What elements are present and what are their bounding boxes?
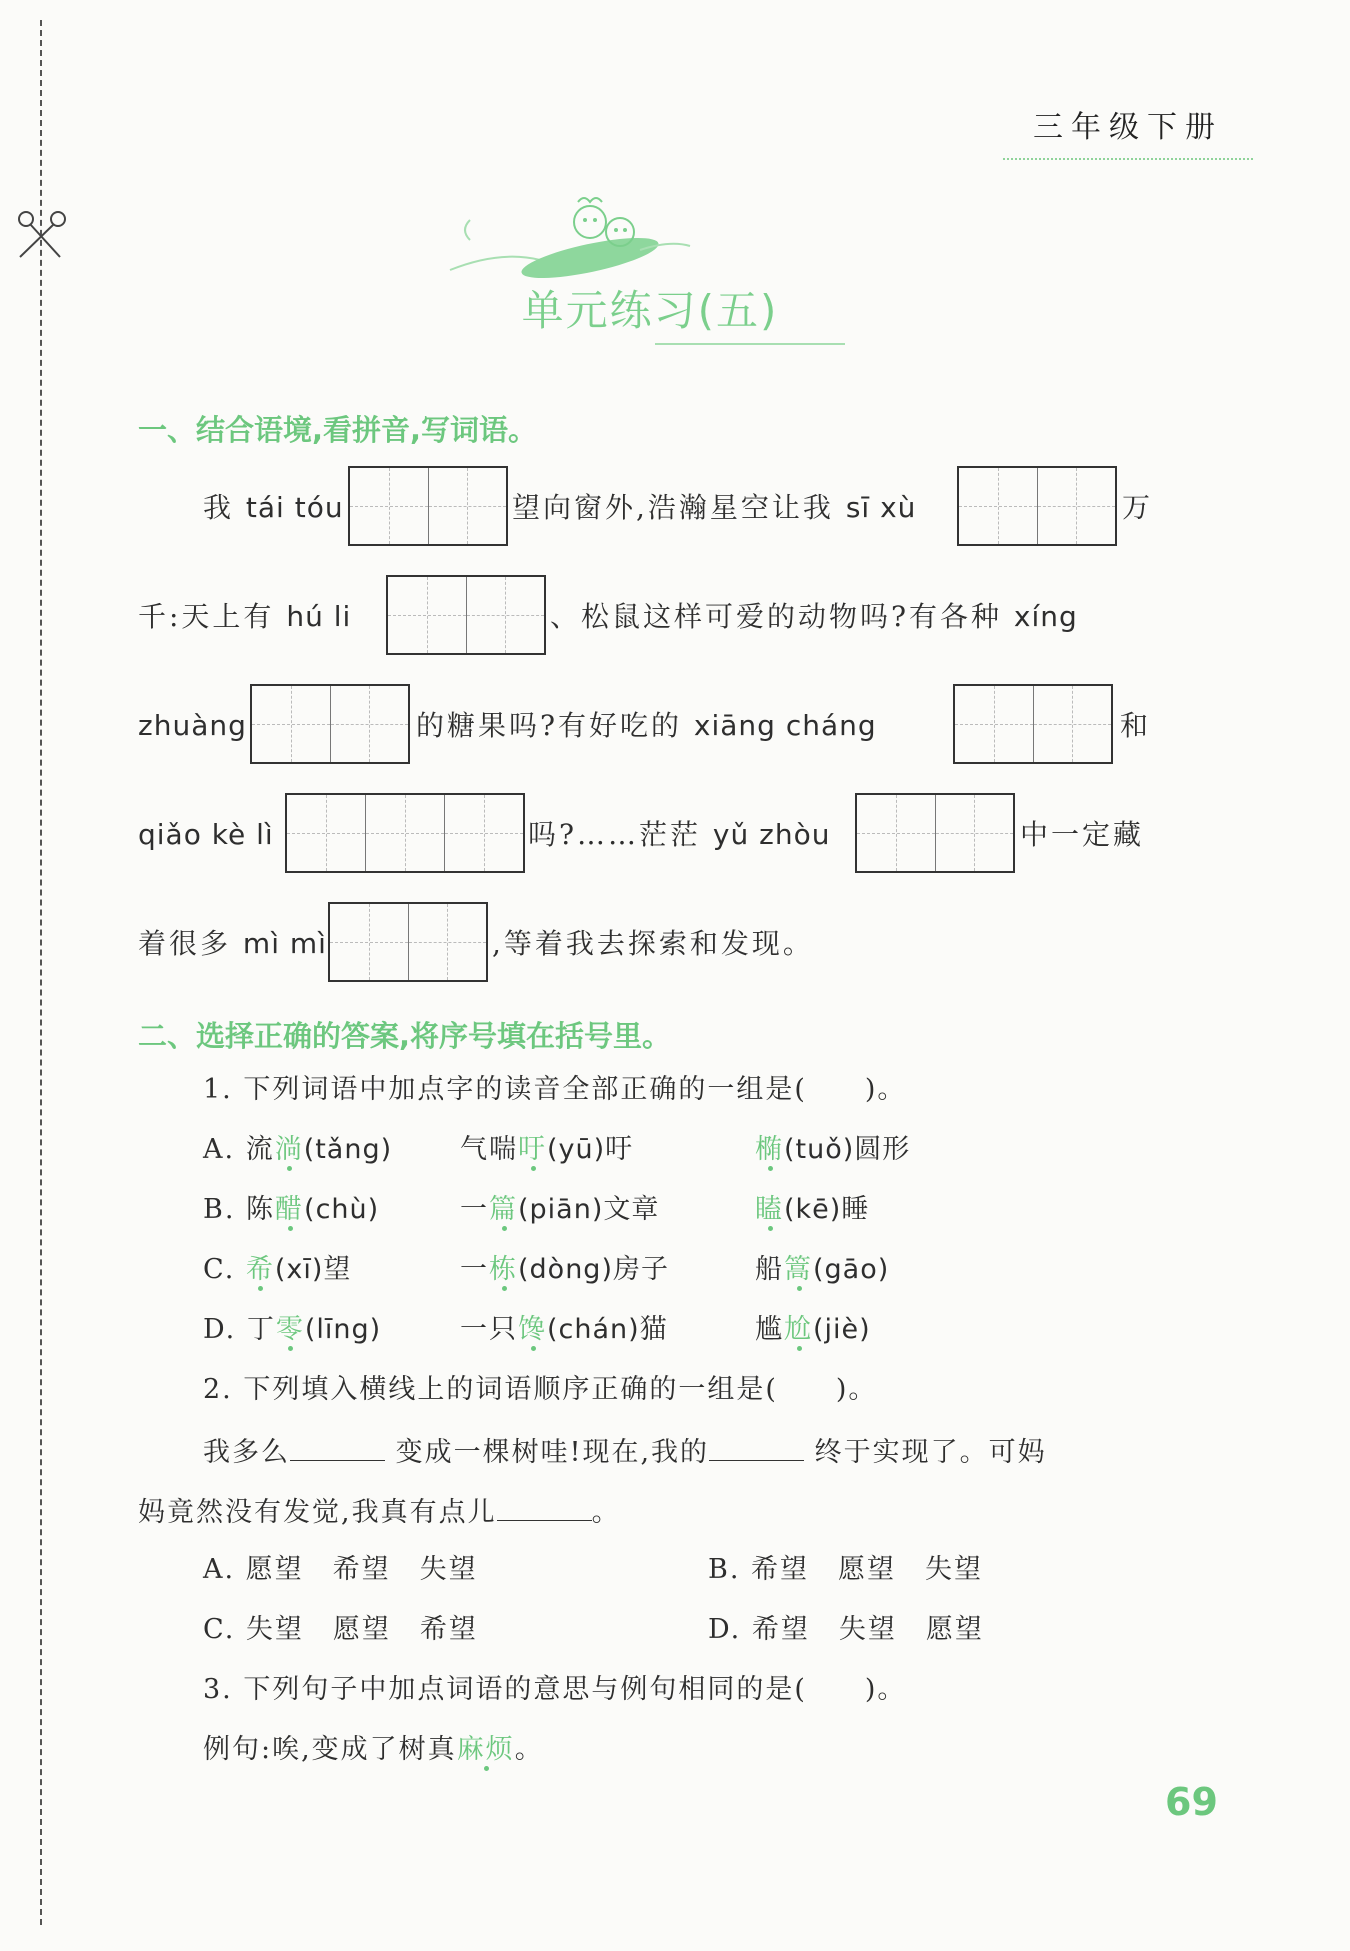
writing-grid[interactable] <box>953 684 1113 764</box>
text-line: ,等着我去探索和发现。 <box>492 927 814 960</box>
text-line: 、松鼠这样可爱的动物吗?有各种 xíng <box>550 600 1078 633</box>
cut-line <box>40 20 42 1925</box>
example-sentence: 例句:唉,变成了树真麻烦。 <box>203 1734 544 1765</box>
writing-grid[interactable] <box>855 793 1015 873</box>
question-3: 3. 下列句子中加点词语的意思与例句相同的是( )。 <box>203 1674 907 1705</box>
writing-grid[interactable] <box>348 466 508 546</box>
grade-label: 三年级下册 <box>1003 108 1253 160</box>
text-line: 中一定藏 <box>1020 818 1145 851</box>
leaf-characters-icon <box>440 190 700 290</box>
option-c-word-2: 一栋(dòng)房子 <box>460 1254 669 1285</box>
text-line: qiǎo kè lì <box>138 818 274 851</box>
option-a-word-3: 椭(tuǒ)圆形 <box>755 1134 911 1165</box>
text-line: 万 <box>1122 491 1154 524</box>
option-d: D. 希望 失望 愿望 <box>708 1614 984 1645</box>
fill-blank[interactable] <box>290 1430 385 1461</box>
text-line: 我 tái tóu <box>203 491 344 524</box>
title-underline <box>655 343 845 345</box>
fill-blank[interactable] <box>497 1490 592 1521</box>
page-number: 69 <box>1165 1780 1218 1824</box>
option-a: A. 流淌(tǎng) <box>203 1134 393 1165</box>
scissors-icon <box>14 205 70 261</box>
writing-grid[interactable] <box>250 684 410 764</box>
page-title: 单元练习(五) <box>521 286 779 335</box>
option-b: B. 陈醋(chù) <box>203 1194 380 1225</box>
text-line: 和 <box>1120 709 1152 742</box>
question-2-passage-line-1: 我多么 变成一棵树哇!现在,我的 终于实现了。可妈 <box>203 1430 1047 1473</box>
text-line: 吗?……茫茫 yǔ zhòu <box>528 818 831 851</box>
text-line: 的糖果吗?有好吃的 xiāng cháng <box>416 709 877 742</box>
question-1: 1. 下列词语中加点字的读音全部正确的一组是( )。 <box>203 1074 907 1105</box>
writing-grid[interactable] <box>285 793 525 873</box>
option-a: A. 愿望 希望 失望 <box>203 1554 478 1585</box>
writing-grid[interactable] <box>328 902 488 982</box>
option-d-word-2: 一只馋(chán)猫 <box>460 1314 668 1345</box>
text-line: 望向窗外,浩瀚星空让我 sī xù <box>512 491 917 524</box>
option-b: B. 希望 愿望 失望 <box>708 1554 984 1585</box>
option-b-word-2: 一篇(piān)文章 <box>460 1194 660 1225</box>
option-a-word-2: 气喘吁(yū)吁 <box>460 1134 634 1165</box>
option-d: D. 丁零(līng) <box>203 1314 382 1345</box>
option-c-word-3: 船篙(gāo) <box>755 1254 890 1285</box>
fill-blank[interactable] <box>709 1430 804 1461</box>
section-heading: 二、选择正确的答案,将序号填在括号里。 <box>138 1019 672 1053</box>
option-d-word-3: 尴尬(jiè) <box>755 1314 871 1345</box>
text-line: zhuàng <box>138 709 247 742</box>
section-heading: 一、结合语境,看拼音,写词语。 <box>138 413 538 447</box>
writing-grid[interactable] <box>957 466 1117 546</box>
option-c: C. 失望 愿望 希望 <box>203 1614 478 1645</box>
question-2-passage-line-2: 妈竟然没有发觉,我真有点儿 。 <box>138 1490 621 1533</box>
option-c: C. 希(xī)望 <box>203 1254 352 1285</box>
text-line: 千:天上有 hú li <box>138 600 352 633</box>
text-line: 着很多 mì mì <box>138 927 327 960</box>
option-b-word-3: 瞌(kē)睡 <box>755 1194 870 1225</box>
question-2: 2. 下列填入横线上的词语顺序正确的一组是( )。 <box>203 1374 878 1405</box>
writing-grid[interactable] <box>386 575 546 655</box>
